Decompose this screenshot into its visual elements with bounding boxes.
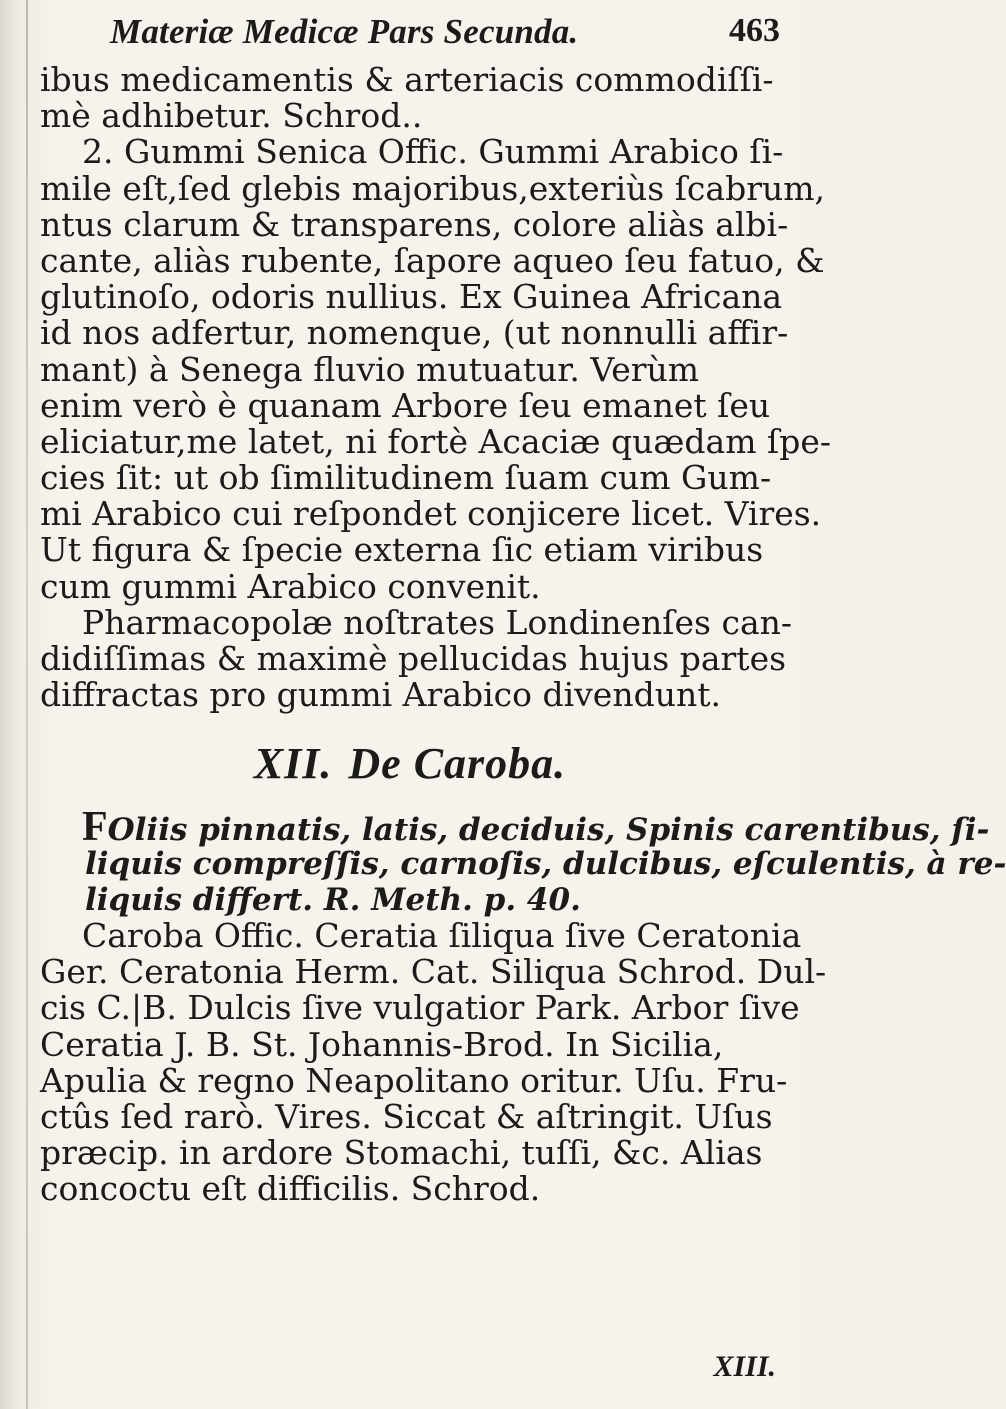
text-line: diffractas pro gummi Arabico divendunt.	[40, 675, 721, 715]
text-line: Ut figura & ſpecie externa ſic etiam viribus	[40, 530, 764, 570]
text-line: cis C.|B. Dulcis ſive vulgatior Park. Arbor ſive	[40, 988, 800, 1028]
text-line: ntus clarum & transparens, colore aliàs albi-	[40, 204, 789, 244]
description-line: liquis compreſſis, carnoſis, dulcibus, eſculentis, à re-	[85, 845, 1006, 882]
section-number: XII.	[253, 739, 333, 789]
description-line: FOliis pinnatis, latis, deciduis, Spinis carentibus, ſi-	[82, 804, 990, 851]
text-line: Caroba Offic. Ceratia ſiliqua ſive Ceratonia	[82, 915, 802, 955]
text-line: cies ſit: ut ob ſimilitudinem ſuam cum Gum-	[40, 458, 772, 498]
page-number: 463	[729, 12, 780, 49]
text-line: didiſſimas & maximè pellucidas hujus partes	[40, 639, 787, 678]
text-line: id nos adfertur, nomenque, (ut nonnulli affir-	[40, 313, 789, 353]
text-line: mè adhibetur. Schrod..	[40, 96, 423, 136]
text-line: enim verò è quanam Arbore ſeu emanet ſeu	[40, 385, 771, 425]
gutter-shadow	[26, 0, 28, 1409]
description-line: liquis differt. R. Meth. p. 40.	[85, 881, 581, 918]
text-line: præcip. in ardore Stomachi, tuſſi, &c. Alias	[40, 1133, 763, 1173]
text-line: ctûs ſed rarò. Vires. Siccat & aſtringit. Uſus	[40, 1096, 773, 1136]
text-line: cum gummi Arabico convenit.	[40, 566, 541, 606]
text-line: 2. Gummi Senica Offic. Gummi Arabico ſi-	[82, 132, 784, 172]
text-line: Ger. Ceratonia Herm. Cat. Siliqua Schrod. Dul-	[40, 952, 827, 992]
section-heading	[40, 729, 780, 799]
catchword: XIII.	[713, 1350, 776, 1383]
text-line: mant) à Senega fluvio mutuatur. Verùm	[40, 349, 700, 389]
text-line: glutinoſo, odoris nullius. Ex Guinea Africana	[40, 277, 783, 317]
text-line: eliciatur,me latet, ni fortè Acaciæ quædam ſpe-	[40, 421, 832, 461]
drop-cap: F	[82, 804, 108, 851]
text-line: Ceratia J. B. St. Johannis-Brod. In Sicilia,	[40, 1024, 724, 1064]
paragraphs-bottom	[40, 915, 827, 1209]
paragraphs-top	[40, 60, 832, 715]
text-line: Pharmacopolæ noſtrates Londinenſes can-	[82, 602, 793, 642]
text-line: mi Arabico cui reſpondet conjicere licet. Vires.	[40, 494, 822, 534]
main-text	[40, 60, 1006, 1209]
running-head: Materiæ Medicæ Pars Secunda.	[110, 12, 579, 51]
text-line: mile eſt,ſed glebis majoribus,exteriùs ſcabrum,	[40, 168, 826, 208]
plant-description	[40, 804, 1006, 918]
text-line: concoctu eſt difficilis. Schrod.	[40, 1169, 541, 1209]
section-title: De Caroba.	[348, 739, 567, 789]
page-header	[110, 12, 780, 62]
text-line: ibus medicamentis & arteriacis commodiſſi-	[40, 60, 774, 99]
text-line: Apulia & regno Neapolitano oritur. Uſu. Fru-	[40, 1060, 788, 1100]
text-line: cante, aliàs rubente, ſapore aqueo ſeu fatuo, &	[40, 240, 825, 280]
